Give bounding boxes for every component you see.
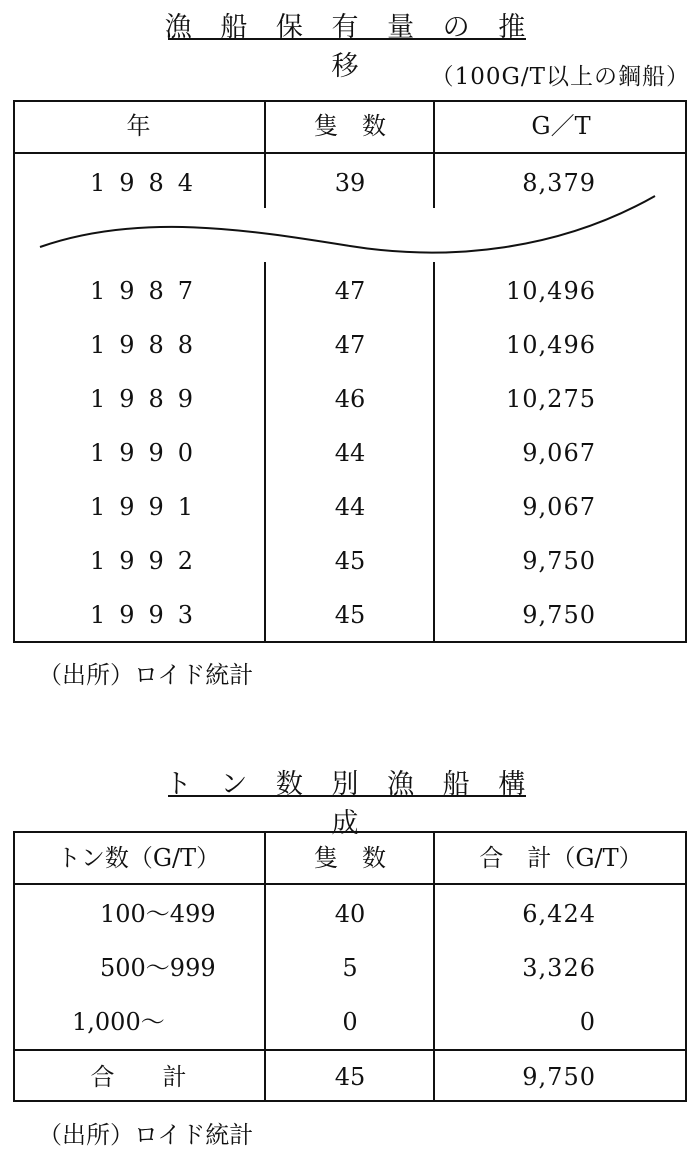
table2-header-tonnage: トン数（G/T） bbox=[56, 844, 221, 872]
table1-row-gt: 10,275 bbox=[506, 385, 596, 413]
table2-header-count: 隻 数 bbox=[314, 844, 386, 872]
table1-row-year: 1984 bbox=[90, 169, 208, 197]
table1-row-count: 39 bbox=[334, 169, 366, 197]
table1-row-count: 47 bbox=[334, 331, 366, 359]
table2-row-total: 0 bbox=[579, 1008, 596, 1036]
table1-row-count: 44 bbox=[334, 439, 366, 467]
table1-row-year: 1992 bbox=[90, 547, 208, 575]
table1-unit-note: （100G/T以上の鋼船） bbox=[430, 64, 690, 90]
table1-row-year: 1991 bbox=[90, 493, 208, 521]
table1-row-year: 1993 bbox=[90, 601, 208, 629]
table1-header-count: 隻 数 bbox=[314, 112, 386, 140]
table2-row-tonnage: 100〜499 bbox=[100, 900, 216, 928]
table1-row-gt: 9,067 bbox=[522, 493, 596, 521]
table1-title: 漁 船 保 有 量 の 推 移 bbox=[164, 12, 536, 82]
table1-row-count: 46 bbox=[334, 385, 366, 413]
table1-row-gt: 9,750 bbox=[522, 547, 596, 575]
table2-total-count: 45 bbox=[334, 1063, 366, 1091]
table1-row-gt: 9,750 bbox=[522, 601, 596, 629]
table1-row-year: 1989 bbox=[90, 385, 208, 413]
table1-row-gt: 10,496 bbox=[506, 277, 596, 305]
table2-row-count: 40 bbox=[334, 900, 366, 928]
table2-row-count: 5 bbox=[342, 954, 358, 982]
table2-row-count: 0 bbox=[342, 1008, 358, 1036]
table1-source: （出所）ロイド統計 bbox=[38, 661, 254, 689]
table2-header-total: 合 計（G/T） bbox=[479, 844, 643, 872]
table1-header-gt: G／T bbox=[531, 112, 591, 140]
table2-row-total: 3,326 bbox=[522, 954, 596, 982]
table1-row-count: 45 bbox=[334, 547, 366, 575]
table1-row-gt: 9,067 bbox=[522, 439, 596, 467]
table1-row-year: 1990 bbox=[90, 439, 208, 467]
table1-row-gt: 10,496 bbox=[506, 331, 596, 359]
table1-row-count: 45 bbox=[334, 601, 366, 629]
table1-row-year: 1988 bbox=[90, 331, 208, 359]
table2-total-sum: 9,750 bbox=[522, 1063, 596, 1091]
table2-row-tonnage: 1,000〜 bbox=[72, 1008, 165, 1036]
table2-source: （出所）ロイド統計 bbox=[38, 1121, 254, 1149]
table2-total-label: 合 計 bbox=[90, 1063, 187, 1091]
table2-header-divider bbox=[13, 883, 687, 885]
table2-row-total: 6,424 bbox=[522, 900, 596, 928]
table1-row-gt: 8,379 bbox=[522, 169, 596, 197]
table1-row-count: 47 bbox=[334, 277, 366, 305]
table1-break-wave bbox=[0, 0, 700, 300]
table2-title-underline bbox=[168, 795, 526, 797]
table1-header-year: 年 bbox=[126, 112, 151, 140]
table1-row-year: 1987 bbox=[90, 277, 208, 305]
table1-row-count: 44 bbox=[334, 493, 366, 521]
table2-row-tonnage: 500〜999 bbox=[100, 954, 216, 982]
table2-title: ト ン 数 別 漁 船 構 成 bbox=[164, 769, 536, 839]
table2-total-divider bbox=[13, 1049, 687, 1051]
